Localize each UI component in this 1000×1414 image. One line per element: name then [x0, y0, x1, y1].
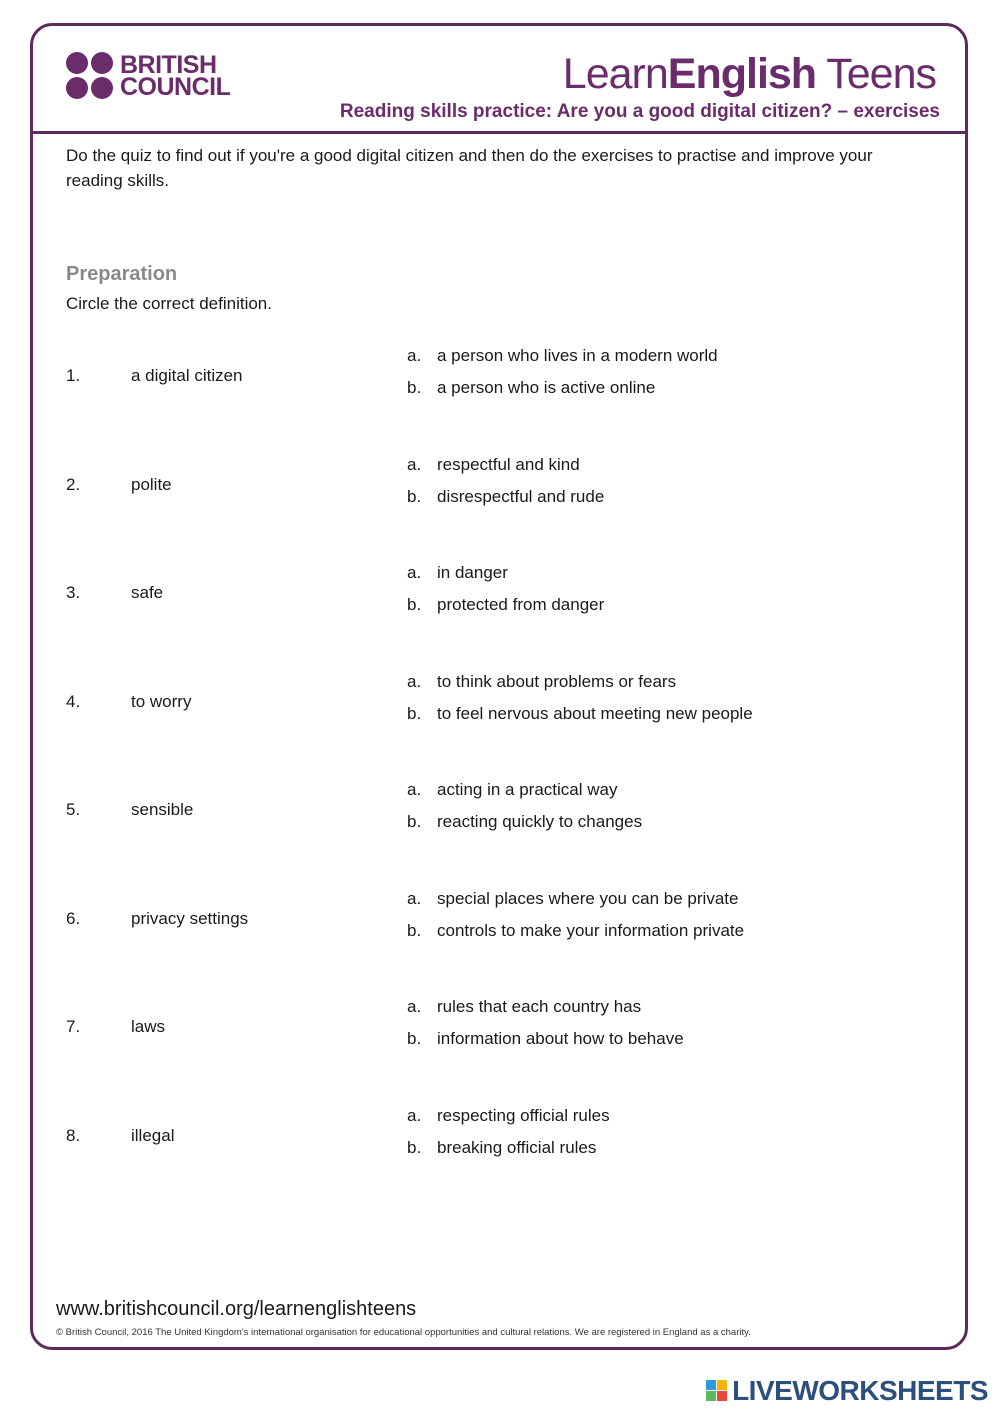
option-a[interactable]	[407, 563, 508, 583]
question-item	[0, 995, 1000, 1065]
question-term: privacy settings	[131, 909, 249, 928]
option-letter: a.	[407, 346, 422, 365]
question-item	[0, 344, 1000, 414]
option-a[interactable]	[407, 889, 738, 909]
option-text: a person who lives in a modern world	[437, 346, 718, 365]
option-a[interactable]	[407, 997, 641, 1017]
option-b[interactable]	[407, 704, 753, 724]
question-item	[0, 778, 1000, 848]
instruction-text: Circle the correct definition.	[66, 294, 272, 313]
option-letter: b.	[407, 921, 422, 940]
logo-learn: Learn	[562, 50, 668, 98]
option-a[interactable]	[407, 780, 617, 800]
option-letter: b.	[407, 1029, 422, 1048]
question-term: illegal	[131, 1126, 175, 1145]
option-text: protected from danger	[437, 595, 605, 614]
option-a[interactable]	[407, 672, 676, 692]
option-letter: b.	[407, 812, 422, 831]
question-item	[0, 887, 1000, 957]
option-letter: a.	[407, 1106, 422, 1125]
question-number: 8.	[66, 1126, 81, 1145]
question-item	[0, 561, 1000, 631]
question-number: 7.	[66, 1017, 81, 1036]
option-text: special places where you can be private	[437, 889, 739, 908]
british-council-dots-icon	[66, 52, 113, 99]
header-divider	[30, 131, 968, 134]
question-term: to worry	[131, 692, 192, 711]
question-term: sensible	[131, 800, 194, 819]
option-a[interactable]	[407, 1106, 610, 1126]
option-text: to think about problems or fears	[437, 672, 677, 691]
logo-english: English	[667, 50, 817, 98]
option-a[interactable]	[407, 346, 718, 366]
option-letter: b.	[407, 1138, 422, 1157]
option-b[interactable]	[407, 1138, 596, 1158]
option-letter: b.	[407, 704, 422, 723]
footer-copyright: © British Council, 2016 The United Kingdom's international organisation for educational opportunities and cultural relations. We are registered in England as a charity.	[56, 1327, 751, 1338]
option-b[interactable]	[407, 487, 604, 507]
question-number: 4.	[66, 692, 81, 711]
question-term: polite	[131, 475, 172, 494]
option-letter: a.	[407, 997, 422, 1016]
option-letter: a.	[407, 563, 422, 582]
option-text: in danger	[437, 563, 508, 582]
option-letter: b.	[407, 378, 422, 397]
question-number: 1.	[66, 366, 81, 385]
option-b[interactable]	[407, 921, 744, 941]
option-text: acting in a practical way	[437, 780, 618, 799]
page-title: Reading skills practice: Are you a good digital citizen? – exercises	[339, 101, 940, 122]
section-heading: Preparation	[66, 263, 178, 285]
option-text: a person who is active online	[437, 378, 656, 397]
brand-line-2: COUNCIL	[120, 72, 231, 101]
option-letter: a.	[407, 455, 422, 474]
question-term: a digital citizen	[131, 366, 243, 385]
option-b[interactable]	[407, 1029, 684, 1049]
question-number: 2.	[66, 475, 81, 494]
question-number: 5.	[66, 800, 81, 819]
option-b[interactable]	[407, 812, 642, 832]
logo-teens: Teens	[816, 50, 936, 98]
option-letter: a.	[407, 780, 422, 799]
brand-line-1: BRITISH	[120, 50, 217, 79]
option-letter: a.	[407, 889, 422, 908]
footer-url[interactable]: www.britishcouncil.org/learnenglishteens	[56, 1298, 417, 1320]
question-term: laws	[131, 1017, 166, 1036]
option-b[interactable]	[407, 378, 655, 398]
question-item	[0, 1104, 1000, 1174]
question-item	[0, 670, 1000, 740]
option-letter: a.	[407, 672, 422, 691]
question-number: 6.	[66, 909, 81, 928]
intro-text: Do the quiz to find out if you're a good digital citizen and then do the exercises to practise and improve your reading skills.	[66, 146, 873, 190]
option-letter: b.	[407, 487, 422, 506]
option-b[interactable]	[407, 595, 604, 615]
liveworksheets-text: LIVEWORKSHEETS	[732, 1375, 988, 1406]
option-text: to feel nervous about meeting new people	[437, 704, 753, 723]
question-item	[0, 453, 1000, 523]
option-text: breaking official rules	[437, 1138, 597, 1157]
option-a[interactable]	[407, 455, 580, 475]
british-council-logo	[66, 52, 230, 99]
option-text: respectful and kind	[437, 455, 580, 474]
option-text: rules that each country has	[437, 997, 642, 1016]
liveworksheets-badge[interactable]	[706, 1375, 988, 1407]
option-text: information about how to behave	[437, 1029, 684, 1048]
option-text: controls to make your information private	[437, 921, 745, 940]
liveworksheets-cube-icon	[706, 1380, 728, 1402]
option-text: respecting official rules	[437, 1106, 610, 1125]
question-term: safe	[131, 583, 164, 602]
option-text: reacting quickly to changes	[437, 812, 643, 831]
question-number: 3.	[66, 583, 81, 602]
option-letter: b.	[407, 595, 422, 614]
learnenglish-teens-logo	[563, 50, 936, 99]
option-text: disrespectful and rude	[437, 487, 605, 506]
